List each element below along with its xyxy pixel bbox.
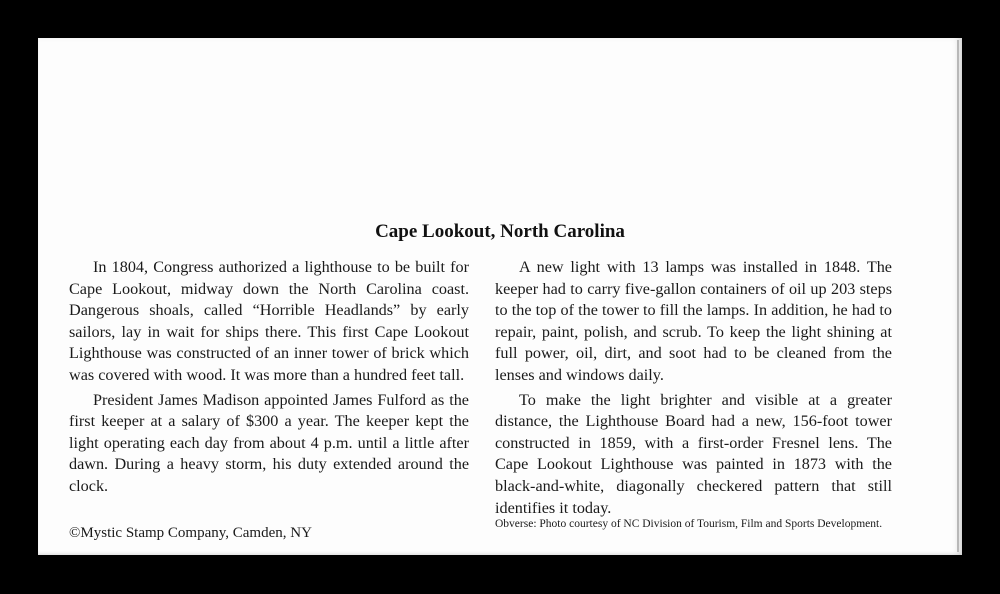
paragraph-new-light-1848: A new light with 13 lamps was installed in 1848. The keeper had to carry five-gallon containers of oil up 203 steps to the top of the tower to fill the lamps. In addition, he had to repair, paint, polish, and scrub. To keep the light shining at full power, oil, dirt, and soot had to be cleaned from the lenses and windows daily. <box>495 258 892 384</box>
copyright-credit: ©Mystic Stamp Company, Camden, NY <box>69 525 312 541</box>
card-edge-shadow <box>957 40 959 552</box>
envelope-insert-card <box>38 38 962 555</box>
paragraph-new-tower-1859: To make the light brighter and visible at a greater distance, the Lighthouse Board had a new, 156-foot tower constructed in 1859, with a first-order Fresnel lens. The Cape Lookout Lighthouse was painted in 1873 with the black-and-white, diagonally checkered pattern that still identifies it today. <box>495 390 892 517</box>
left-text-column <box>69 257 469 501</box>
paragraph-first-keeper: President James Madison appointed James Fulford as the first keeper at a salary of $300 a year. The keeper kept the light operating each day from about 4 p.m. until a little after dawn. During a heavy storm, his duty extended around the clock. <box>69 390 469 495</box>
obverse-photo-credit: Obverse: Photo courtesy of NC Division of Tourism, Film and Sports Development. <box>495 518 883 530</box>
page-title: Cape Lookout, North Carolina <box>375 221 625 242</box>
right-text-column <box>495 257 892 522</box>
paragraph-congress-1804: In 1804, Congress authorized a lighthouse to be built for Cape Lookout, midway down the North Carolina coast. Dangerous shoals, called “Horrible Headlands” by early sailors, lay in wait for ships there. This first Cape Lookout Lighthouse was constructed of an inner tower of brick which was covered with wood. It was more than a hundred feet tall. <box>69 258 469 384</box>
